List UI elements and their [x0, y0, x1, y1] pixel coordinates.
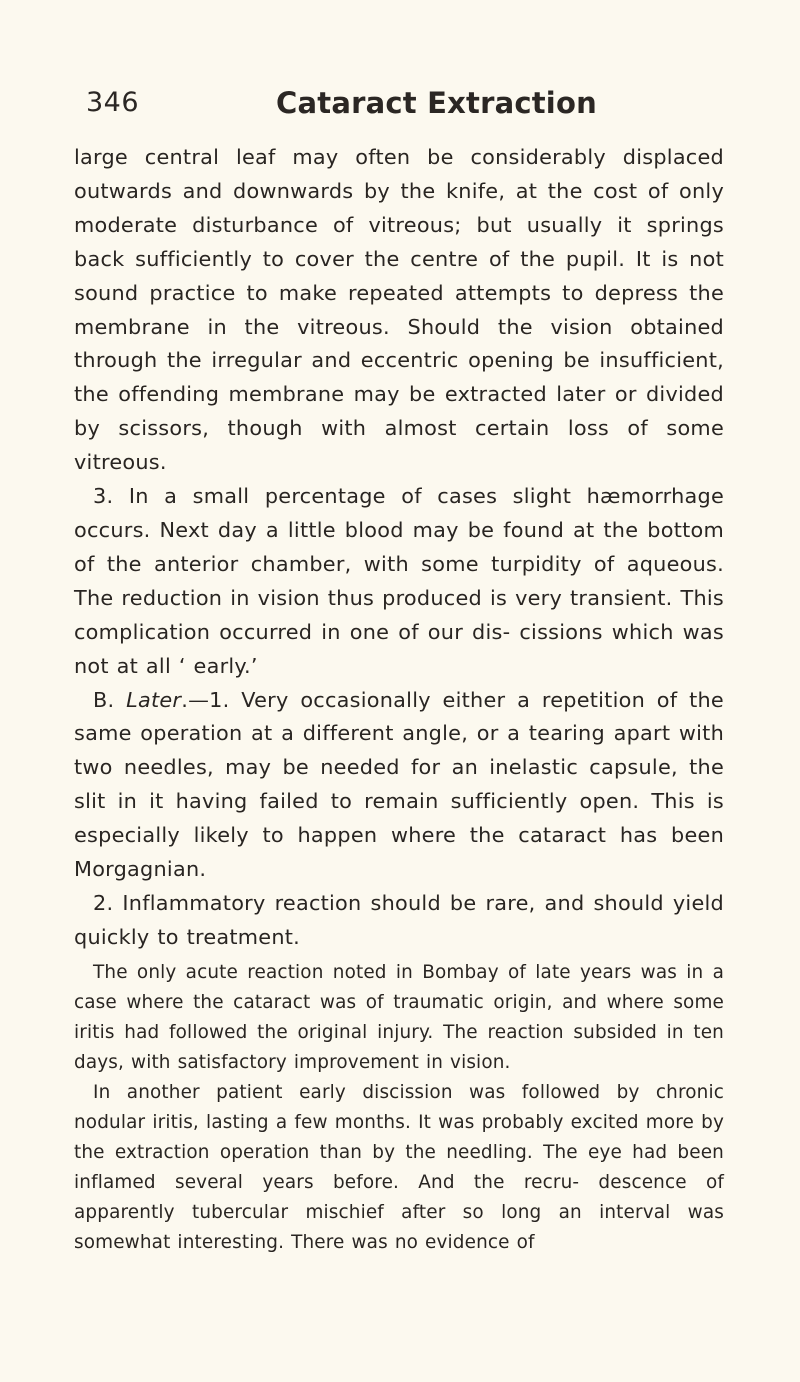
paragraph-4: 2. Inflammatory reaction should be rare, and should yield quickly to treatment. [74, 890, 724, 949]
paragraph-3 [74, 684, 724, 887]
small-paragraph-2: In another patient early discission was followed by chronic nodular iritis, lasting a few months. It was probably excited more by the extraction operation than by the needling. The eye had been inflamed several years before. And the recru- descence of apparently tubercular mischief after so long an interval was somewhat interesting. There was no evidence of [74, 1082, 724, 1253]
small-paragraph-1: The only acute reaction noted in Bombay of late years was in a case where the cataract was of traumatic origin, and where some iritis had followed the original injury. The reaction subsided in ten days, with satisfactory improvement in vision. [74, 962, 724, 1073]
page-header [86, 86, 726, 126]
paragraph-2: 3. In a small percentage of cases slight hæmorrhage occurs. Next day a little blood may be found at the bottom of the anterior chamber, with some turpidity of aqueous. The reduction in vision thus produced is very transient. This complication occurred in one of our dis- cissions which was not at all ‘ early.’ [74, 484, 724, 678]
section-prefix: B. [93, 687, 127, 712]
page-number: 346 [86, 87, 140, 118]
smaller-text-block [74, 958, 724, 1258]
main-text [74, 141, 724, 955]
paragraph-3-text: .—1. Very occasionally either a repetition of the same operation at a different angle, or a tearing apart with two needles, may be needed for an inelastic capsule, the slit in it having failed to remain sufficiently open. This is especially likely to happen where the cataract has been Morgagnian. [74, 687, 724, 882]
running-head-title: Cataract Extraction [276, 86, 597, 120]
section-label-later: Later [126, 687, 182, 712]
paragraph-1: large central leaf may often be considerably displaced outwards and downwards by the knife, at the cost of only moderate disturbance of vitreous; but usually it springs back sufficiently to cover the centre of the pupil. It is not sound practice to make repeated attempts to depress the membrane in the vitreous. Should the vision obtained through the irregular and eccentric opening be insufficient, the offending membrane may be extracted later or divided by scissors, though with almost certain loss of some vitreous. [74, 145, 724, 475]
